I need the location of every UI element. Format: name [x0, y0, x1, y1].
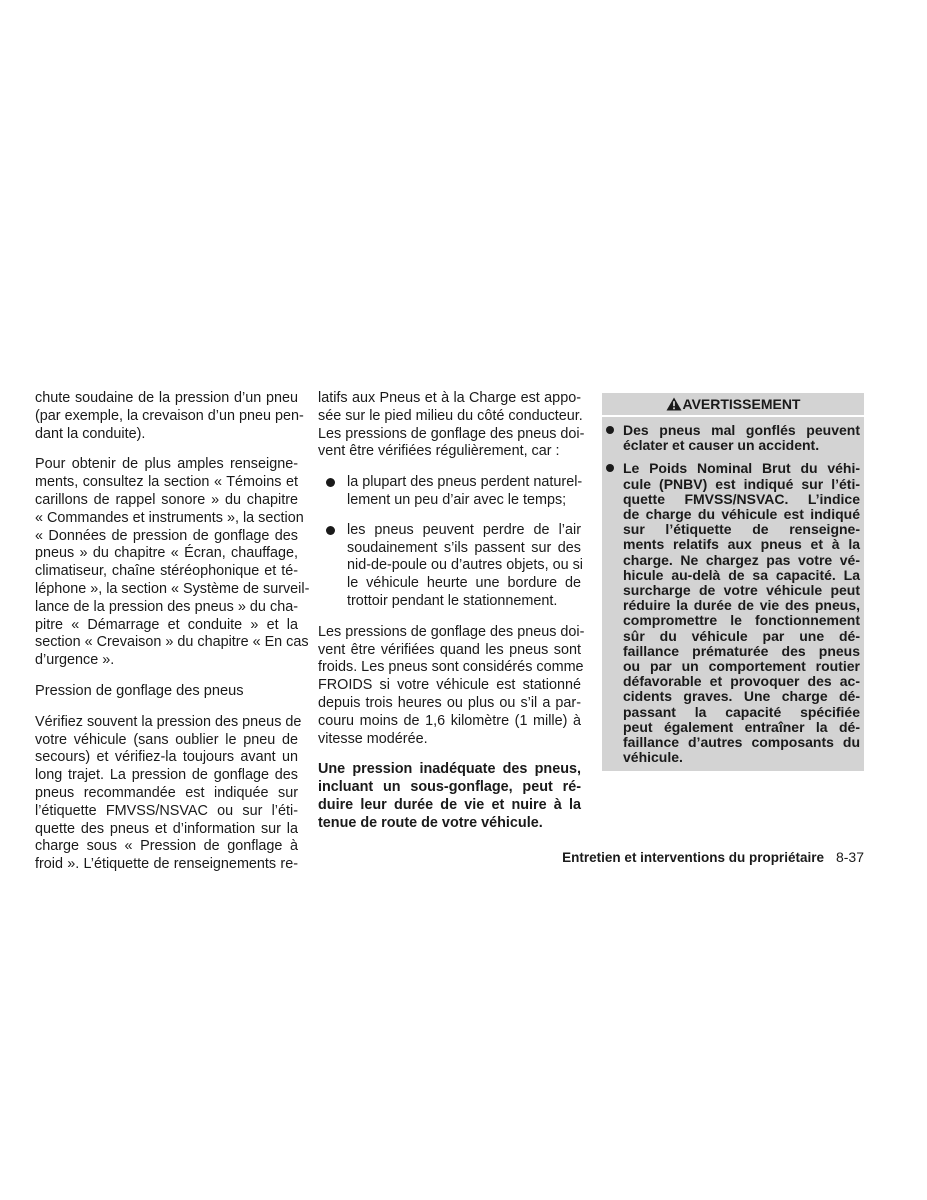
bullet-icon	[326, 478, 335, 487]
text-line: léphone », la section « Système de surveil-	[35, 580, 310, 597]
text-line: hicule au-delà de sa capacité. La	[623, 566, 860, 583]
text-line: faillance prématurée des pneus	[623, 642, 860, 659]
text-line: Une pression inadéquate des pneus,	[318, 761, 581, 778]
text-line: éclater et causer un accident.	[623, 437, 820, 454]
text-line: latifs aux Pneus et à la Charge est appo-	[318, 390, 581, 406]
text-line: incluant un sous-gonflage, peut ré-	[318, 779, 581, 796]
warning-list	[602, 423, 864, 765]
text-line: ou par un comportement routier	[623, 658, 860, 675]
text-line: pitre « Démarrage et conduite » et la	[35, 616, 298, 633]
text-line: sée sur le pied milieu du côté conducteur.	[318, 407, 583, 424]
text-line: duire leur durée de vie et nuire à la	[318, 796, 581, 813]
warning-box	[602, 393, 864, 771]
section-title: Entretien et interventions du propriétaire	[562, 850, 824, 865]
paragraph-cold-tires	[318, 623, 585, 749]
paragraph-bold-notice	[318, 761, 581, 832]
text-line: défavorable et provoquer des ac-	[623, 673, 860, 690]
text-line: ments relatifs aux pneus et à la	[623, 536, 860, 553]
text-line: passant la capacité spécifiée	[623, 703, 860, 720]
text-line: dant la conduite).	[35, 425, 146, 442]
text-line: chute soudaine de la pression d’un pneu	[35, 390, 298, 406]
text-line: Pour obtenir de plus amples renseigne-	[35, 456, 298, 473]
text-line: lement un peu d’air avec le temps;	[347, 491, 567, 508]
text-line: les pneus peuvent perdre de l’air	[347, 521, 581, 538]
text-line: votre véhicule (sans oublier le pneu de	[35, 731, 298, 748]
text-line: cidents graves. Une charge dé-	[623, 688, 860, 705]
bullet-icon	[606, 464, 614, 472]
text-line: surcharge de votre véhicule peut	[623, 582, 860, 599]
text-line: couru moins de 1,6 kilomètre (1 mille) à	[318, 712, 581, 729]
text-line: vitesse modérée.	[318, 730, 428, 747]
text-line: Les pressions de gonflage des pneus doi-	[318, 623, 585, 640]
paragraph-more-info	[35, 456, 310, 670]
warning-header	[602, 393, 864, 417]
warning-title: AVERTISSEMENT	[682, 396, 801, 412]
bullet-icon	[606, 426, 614, 434]
list-item	[318, 522, 581, 611]
paragraph-label-location	[318, 390, 585, 461]
text-line: tenue de route de votre véhicule.	[318, 814, 543, 831]
text-line: réduire la durée de vie des pneus,	[623, 597, 860, 614]
text-line: « Données de pression de gonflage des	[35, 527, 298, 544]
text-line: faillance d’autres composants du	[623, 734, 860, 751]
page-number: 8-37	[835, 849, 864, 865]
section-subheading: Pression de gonflage des pneus	[35, 682, 244, 699]
text-line: Vérifiez souvent la pression des pneus de	[35, 713, 302, 730]
text-line: section « Crevaison » du chapitre « En cas	[35, 634, 309, 651]
text-line: peut également entraîner la dé-	[623, 718, 860, 735]
text-line: trottoir pendant le stationnement.	[347, 592, 558, 609]
paragraph-pressure-drop	[35, 390, 304, 443]
reasons-bullet-list	[318, 474, 581, 611]
text-line: le véhicule heurte une bordure de	[347, 575, 581, 592]
text-line: Des pneus mal gonflés peuvent	[623, 422, 860, 438]
text-line: ments, consultez la section « Témoins et	[35, 474, 298, 491]
text-line: véhicule.	[623, 749, 683, 766]
text-line: l’étiquette FMVSS/NSVAC ou sur l’éti-	[35, 802, 298, 819]
warning-triangle-icon	[666, 397, 682, 411]
bullet-icon	[326, 526, 335, 535]
text-line: long trajet. La pression de gonflage des	[35, 767, 298, 784]
text-line: Le Poids Nominal Brut du véhi-	[623, 460, 860, 477]
text-line: froids. Les pneus sont considérés comme	[318, 659, 584, 676]
text-line: secours) et vérifiez-la toujours avant un	[35, 749, 298, 766]
text-line: sur l’étiquette de renseigne-	[623, 521, 860, 538]
text-line: cule (PNBV) est indiqué sur l’éti-	[623, 475, 860, 492]
text-line: climatiseur, chaîne stéréophonique et té-	[35, 563, 298, 580]
text-line: soudainement s’ils passent sur des	[347, 539, 581, 556]
text-line: (par exemple, la crevaison d’un pneu pen-	[35, 407, 304, 424]
text-line: compromettre le fonctionnement	[623, 612, 860, 629]
paragraph-check-pressure	[35, 713, 302, 874]
text-column-1	[35, 390, 310, 887]
text-line: depuis trois heures ou plus ou s’il a par-	[318, 694, 581, 711]
text-line: charge. Ne chargez pas votre vé-	[623, 551, 860, 568]
text-line: pneus recommandée est indiquée sur	[35, 784, 298, 801]
text-line: nid-de-poule ou d’autres objets, ou si	[347, 557, 583, 574]
text-line: de charge du véhicule est indiqué	[623, 506, 860, 523]
text-line: la plupart des pneus perdent naturel-	[347, 474, 583, 491]
text-column-2	[318, 390, 585, 846]
text-line: sûr du véhicule par une dé-	[623, 627, 860, 644]
text-line: charge sous « Pression de gonflage à	[35, 838, 298, 855]
text-line: froid ». L’étiquette de renseignements re-	[35, 856, 298, 873]
text-line: Les pressions de gonflage des pneus doi-	[318, 425, 585, 442]
warning-item	[602, 423, 864, 453]
text-line: quette des pneus et d’information sur la	[35, 820, 298, 837]
text-line: vent être vérifiées régulièrement, car :	[318, 443, 560, 460]
text-line: « Commandes et instruments », la section	[35, 509, 304, 526]
text-line: quette FMVSS/NSVAC. L’indice	[623, 490, 860, 507]
warning-item	[602, 461, 864, 765]
text-line: carillons de rappel sonore » du chapitre	[35, 491, 298, 508]
page-footer	[562, 849, 864, 865]
text-line: pneus » du chapitre « Écran, chauffage,	[35, 545, 298, 562]
text-line: lance de la pression des pneus » du cha-	[35, 598, 298, 615]
text-line: FROIDS si votre véhicule est stationné	[318, 677, 581, 694]
list-item	[318, 474, 581, 510]
text-line: vent être vérifiées quand les pneus sont	[318, 641, 581, 658]
text-line: d’urgence ».	[35, 652, 115, 669]
